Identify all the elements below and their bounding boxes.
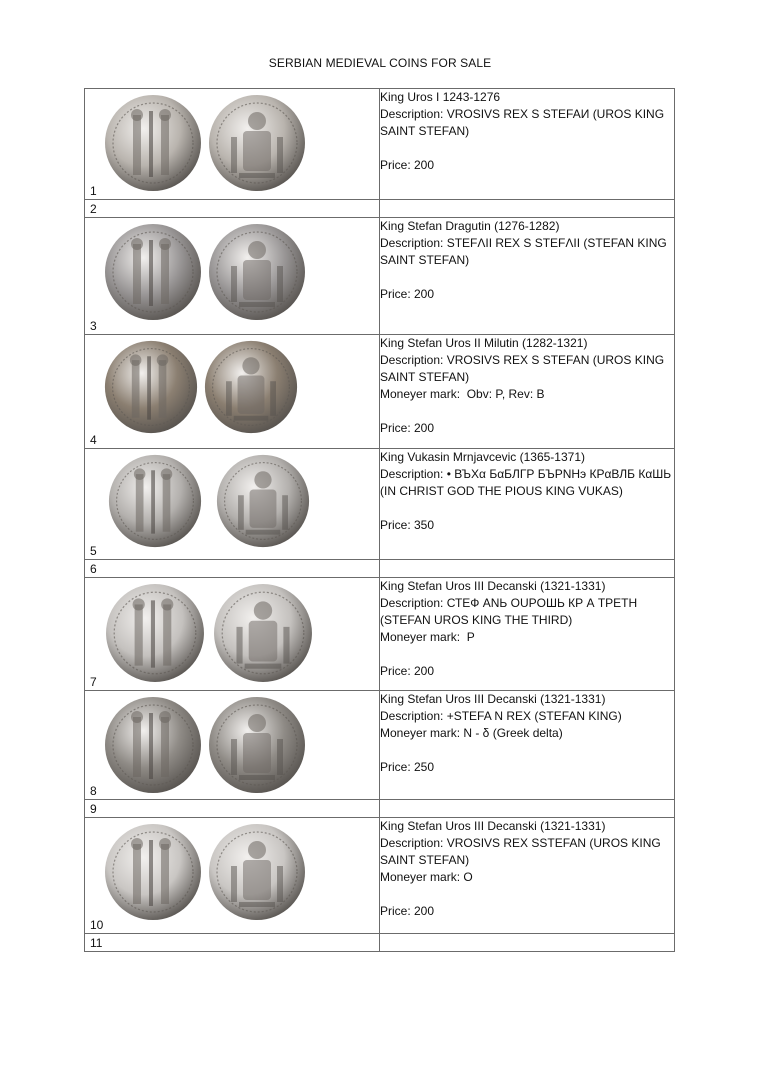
coin-obverse-image <box>103 695 203 795</box>
empty-row <box>85 560 675 578</box>
coin-row <box>85 89 675 200</box>
description-cell <box>380 335 675 449</box>
image-cell <box>85 818 380 934</box>
row-number: 4 <box>90 433 97 447</box>
coin-reverse-image <box>207 822 307 922</box>
coin-title: King Stefan Uros III Decanski (1321-1331) <box>380 692 606 706</box>
coin-row <box>85 578 675 691</box>
description-cell <box>380 89 675 200</box>
coin-image <box>103 93 203 193</box>
coin-title: King Vukasin Mrnjavcevic (1365-1371) <box>380 450 585 464</box>
row-number: 3 <box>90 319 97 333</box>
coin-image <box>211 453 315 549</box>
coin-image <box>103 695 203 795</box>
coin-title: King Stefan Uros III Decanski (1321-1331) <box>380 579 606 593</box>
coin-images <box>103 453 315 555</box>
coin-row <box>85 335 675 449</box>
coin-description: Description: VROSIVS REX SSTEFAN (UROS KING SAINT STEFAN) <box>380 836 665 867</box>
coin-row <box>85 691 675 800</box>
image-cell <box>85 691 380 800</box>
coin-image <box>103 453 207 549</box>
coin-description: Description: VROSIVS REX S STEFAИ (UROS KING SAINT STEFAN) <box>380 107 668 138</box>
coin-title: King Uros I 1243-1276 <box>380 90 501 104</box>
empty-row <box>85 934 675 952</box>
description-cell <box>380 934 675 952</box>
page-title: SERBIAN MEDIEVAL COINS FOR SALE <box>268 56 492 70</box>
coin-price: Price: 200 <box>380 158 435 172</box>
coin-reverse-image <box>211 582 315 684</box>
description-cell <box>380 691 675 800</box>
image-cell <box>85 89 380 200</box>
coin-images <box>103 822 307 929</box>
coin-price: Price: 200 <box>380 287 435 301</box>
coin-images <box>103 93 307 195</box>
image-cell <box>85 335 380 449</box>
image-cell <box>85 218 380 335</box>
row-number: 9 <box>90 802 97 816</box>
coin-image <box>103 339 199 435</box>
coin-image <box>211 582 315 684</box>
row-number: 5 <box>90 544 97 558</box>
description-cell <box>380 218 675 335</box>
moneyer-mark: Moneyer mark: N - δ (Greek delta) <box>380 726 563 740</box>
coin-image <box>103 222 203 322</box>
row-number: 6 <box>90 562 97 576</box>
row-number: 2 <box>90 202 97 216</box>
image-cell <box>85 800 380 818</box>
coin-images <box>103 695 307 795</box>
moneyer-mark: Moneyer mark: Obv: P, Rev: B <box>380 387 545 401</box>
coin-price: Price: 200 <box>380 904 435 918</box>
image-cell <box>85 934 380 952</box>
empty-row <box>85 800 675 818</box>
coin-image <box>203 339 299 435</box>
coin-obverse-image <box>103 453 207 549</box>
description-cell <box>380 818 675 934</box>
coin-obverse-image <box>103 93 203 193</box>
coin-reverse-image <box>207 695 307 795</box>
coin-images <box>103 582 315 686</box>
row-number: 1 <box>90 184 97 198</box>
coin-obverse-image <box>103 582 207 684</box>
coin-description: Description: +STEFA N REX (STEFAN KING) <box>380 709 622 723</box>
coin-image <box>103 582 207 684</box>
coin-row <box>85 818 675 934</box>
coin-image <box>207 222 307 322</box>
description-cell <box>380 449 675 560</box>
empty-row <box>85 200 675 218</box>
coin-price: Price: 200 <box>380 421 435 435</box>
coin-price: Price: 350 <box>380 518 435 532</box>
coin-description: Description: СТЕФ ANЬ OUPOШЬ КР А ТРЕТН (STEFAN UROS KING THE THIRD) <box>380 596 641 627</box>
coin-description: Description: STEFΛII REX S STEFΛII (STEFAN KING SAINT STEFAN) <box>380 236 671 267</box>
coin-price: Price: 250 <box>380 760 435 774</box>
row-number: 7 <box>90 675 97 689</box>
description-cell <box>380 800 675 818</box>
coin-title: King Stefan Dragutin (1276-1282) <box>380 219 560 233</box>
coin-obverse-image <box>103 339 199 435</box>
coin-image <box>103 822 203 922</box>
image-cell <box>85 200 380 218</box>
coin-reverse-image <box>211 453 315 549</box>
coin-title: King Stefan Uros II Milutin (1282-1321) <box>380 336 588 350</box>
coin-images <box>103 222 307 330</box>
image-cell <box>85 449 380 560</box>
moneyer-mark: Moneyer mark: P <box>380 630 475 644</box>
description-cell <box>380 578 675 691</box>
coin-obverse-image <box>103 822 203 922</box>
description-cell <box>380 560 675 578</box>
coin-reverse-image <box>207 222 307 322</box>
coin-image <box>207 695 307 795</box>
row-number: 11 <box>90 936 103 950</box>
coins-table <box>84 88 675 952</box>
coin-images <box>103 339 299 444</box>
coin-image <box>207 822 307 922</box>
row-number: 8 <box>90 784 97 798</box>
coin-title: King Stefan Uros III Decanski (1321-1331) <box>380 819 606 833</box>
image-cell <box>85 560 380 578</box>
coin-obverse-image <box>103 222 203 322</box>
coin-description: Description: • ВЪХα БαБЛГР БЪРNНэ КРαВЛБ КαШЬ (IN CHRIST GOD THE PIOUS KING VUKAS) <box>380 467 675 498</box>
description-cell <box>380 200 675 218</box>
coin-reverse-image <box>207 93 307 193</box>
coin-image <box>207 93 307 193</box>
moneyer-mark: Moneyer mark: O <box>380 870 473 884</box>
coin-row <box>85 218 675 335</box>
image-cell <box>85 578 380 691</box>
coin-price: Price: 200 <box>380 664 435 678</box>
coin-description: Description: VROSIVS REX S STEFAN (UROS KING SAINT STEFAN) <box>380 353 668 384</box>
row-number: 10 <box>90 918 104 932</box>
coin-row <box>85 449 675 560</box>
coin-reverse-image <box>203 339 299 435</box>
